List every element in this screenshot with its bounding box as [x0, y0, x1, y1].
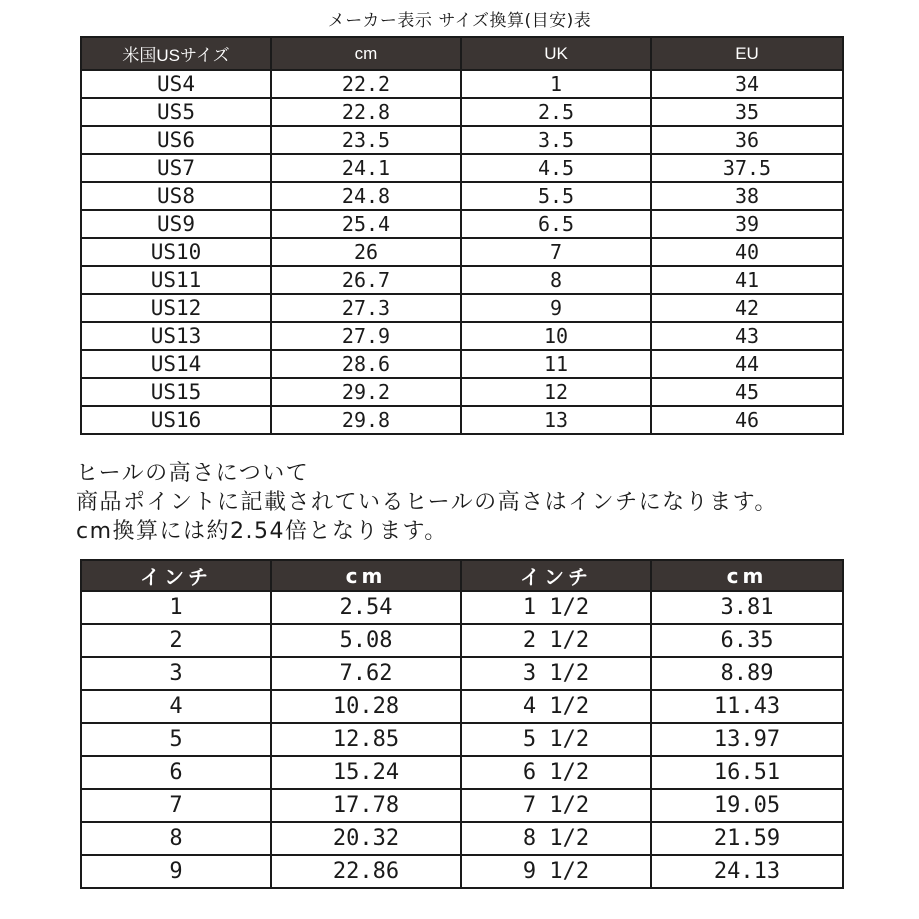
cell-cm: 21.59 — [651, 822, 843, 855]
cell-uk: 1 — [461, 70, 651, 98]
size-table-header — [81, 37, 843, 70]
cell-cm: 24.8 — [271, 182, 461, 210]
header-us-size: 米国USサイズ — [81, 37, 271, 70]
cell-inch: 5 — [81, 723, 271, 756]
size_table-row — [81, 322, 843, 350]
inch_table-row — [81, 822, 843, 855]
cell-cm: 16.51 — [651, 756, 843, 789]
cell-cm: 28.6 — [271, 350, 461, 378]
cell-cm: 8.89 — [651, 657, 843, 690]
cell-cm: 7.62 — [271, 657, 461, 690]
size_table-row — [81, 238, 843, 266]
cell-cm: 26.7 — [271, 266, 461, 294]
cell-inch: 6 — [81, 756, 271, 789]
heel-height-note-line1: 商品ポイントに記載されているヒールの高さはインチになります。 — [76, 490, 778, 515]
size_table-row — [81, 266, 843, 294]
cell-cm: 13.97 — [651, 723, 843, 756]
cell-inch: 1 1/2 — [461, 591, 651, 624]
size-table-body — [81, 70, 843, 434]
cell-cm: 15.24 — [271, 756, 461, 789]
cell-inch: 6 1/2 — [461, 756, 651, 789]
cell-eu: 42 — [651, 294, 843, 322]
cell-inch: 7 1/2 — [461, 789, 651, 822]
size-conversion-table — [80, 36, 844, 435]
size-chart-caption: メーカー表示 サイズ換算(目安)表 — [327, 11, 592, 31]
inch-table-header — [81, 560, 843, 591]
cell-cm: 11.43 — [651, 690, 843, 723]
cell-cm: 22.86 — [271, 855, 461, 888]
cell-us-size: US7 — [81, 154, 271, 182]
cell-eu: 40 — [651, 238, 843, 266]
cell-us-size: US5 — [81, 98, 271, 126]
size_table-row — [81, 406, 843, 434]
size_table-row — [81, 70, 843, 98]
size_table-row — [81, 154, 843, 182]
cell-uk: 10 — [461, 322, 651, 350]
cell-cm: 19.05 — [651, 789, 843, 822]
cell-eu: 45 — [651, 378, 843, 406]
heel-height-note-line2: cm換算には約2.54倍となります。 — [76, 519, 448, 544]
size_table-row — [81, 294, 843, 322]
cell-us-size: US12 — [81, 294, 271, 322]
cell-us-size: US9 — [81, 210, 271, 238]
heel-height-note-title: ヒールの高さについて — [76, 461, 310, 486]
cell-uk: 5.5 — [461, 182, 651, 210]
cell-us-size: US15 — [81, 378, 271, 406]
cell-uk: 12 — [461, 378, 651, 406]
cell-us-size: US10 — [81, 238, 271, 266]
cell-us-size: US4 — [81, 70, 271, 98]
cell-cm: 20.32 — [271, 822, 461, 855]
cell-cm: 17.78 — [271, 789, 461, 822]
cell-cm: 24.13 — [651, 855, 843, 888]
cell-inch: 8 — [81, 822, 271, 855]
inch-table-body — [81, 591, 843, 888]
cell-us-size: US6 — [81, 126, 271, 154]
cell-inch: 9 1/2 — [461, 855, 651, 888]
cell-uk: 2.5 — [461, 98, 651, 126]
header-cm-left: cm — [271, 560, 461, 591]
cell-inch: 1 — [81, 591, 271, 624]
inch_table-row — [81, 756, 843, 789]
inch_table-row — [81, 690, 843, 723]
cell-cm: 25.4 — [271, 210, 461, 238]
cell-eu: 41 — [651, 266, 843, 294]
cell-us-size: US14 — [81, 350, 271, 378]
cell-cm: 6.35 — [651, 624, 843, 657]
cell-eu: 35 — [651, 98, 843, 126]
inch_table-row — [81, 657, 843, 690]
cell-uk: 9 — [461, 294, 651, 322]
header-uk: UK — [461, 37, 651, 70]
cell-cm: 27.3 — [271, 294, 461, 322]
cell-eu: 34 — [651, 70, 843, 98]
cell-cm: 29.8 — [271, 406, 461, 434]
inch_table-row — [81, 591, 843, 624]
size_table-row — [81, 98, 843, 126]
cell-eu: 39 — [651, 210, 843, 238]
cell-eu: 37.5 — [651, 154, 843, 182]
size_table-row — [81, 378, 843, 406]
cell-uk: 4.5 — [461, 154, 651, 182]
cell-cm: 5.08 — [271, 624, 461, 657]
cell-inch: 8 1/2 — [461, 822, 651, 855]
cell-inch: 9 — [81, 855, 271, 888]
cell-inch: 4 — [81, 690, 271, 723]
cell-uk: 6.5 — [461, 210, 651, 238]
size_table-row — [81, 210, 843, 238]
cell-cm: 22.8 — [271, 98, 461, 126]
cell-eu: 46 — [651, 406, 843, 434]
cell-inch: 4 1/2 — [461, 690, 651, 723]
cell-cm: 27.9 — [271, 322, 461, 350]
cell-cm: 22.2 — [271, 70, 461, 98]
cell-eu: 36 — [651, 126, 843, 154]
cell-uk: 3.5 — [461, 126, 651, 154]
cell-cm: 12.85 — [271, 723, 461, 756]
size_table-row — [81, 350, 843, 378]
cell-eu: 43 — [651, 322, 843, 350]
inch_table-row — [81, 723, 843, 756]
cell-us-size: US11 — [81, 266, 271, 294]
cell-inch: 3 — [81, 657, 271, 690]
size_table-row — [81, 182, 843, 210]
header-cm-right: cm — [651, 560, 843, 591]
cell-cm: 29.2 — [271, 378, 461, 406]
cell-uk: 8 — [461, 266, 651, 294]
inch-conversion-table — [80, 559, 844, 889]
header-eu: EU — [651, 37, 843, 70]
cell-inch: 2 — [81, 624, 271, 657]
cell-cm: 10.28 — [271, 690, 461, 723]
cell-uk: 11 — [461, 350, 651, 378]
header-cm: cm — [271, 37, 461, 70]
inch_table-row — [81, 624, 843, 657]
header-inch-left: インチ — [81, 560, 271, 591]
cell-cm: 24.1 — [271, 154, 461, 182]
cell-inch: 7 — [81, 789, 271, 822]
cell-us-size: US16 — [81, 406, 271, 434]
size_table-row — [81, 126, 843, 154]
header-inch-right: インチ — [461, 560, 651, 591]
cell-eu: 44 — [651, 350, 843, 378]
cell-us-size: US13 — [81, 322, 271, 350]
cell-uk: 13 — [461, 406, 651, 434]
cell-inch: 3 1/2 — [461, 657, 651, 690]
inch_table-row — [81, 789, 843, 822]
cell-inch: 2 1/2 — [461, 624, 651, 657]
inch_table-row — [81, 855, 843, 888]
cell-uk: 7 — [461, 238, 651, 266]
cell-cm: 23.5 — [271, 126, 461, 154]
cell-cm: 26 — [271, 238, 461, 266]
cell-eu: 38 — [651, 182, 843, 210]
cell-cm: 3.81 — [651, 591, 843, 624]
cell-cm: 2.54 — [271, 591, 461, 624]
cell-inch: 5 1/2 — [461, 723, 651, 756]
cell-us-size: US8 — [81, 182, 271, 210]
